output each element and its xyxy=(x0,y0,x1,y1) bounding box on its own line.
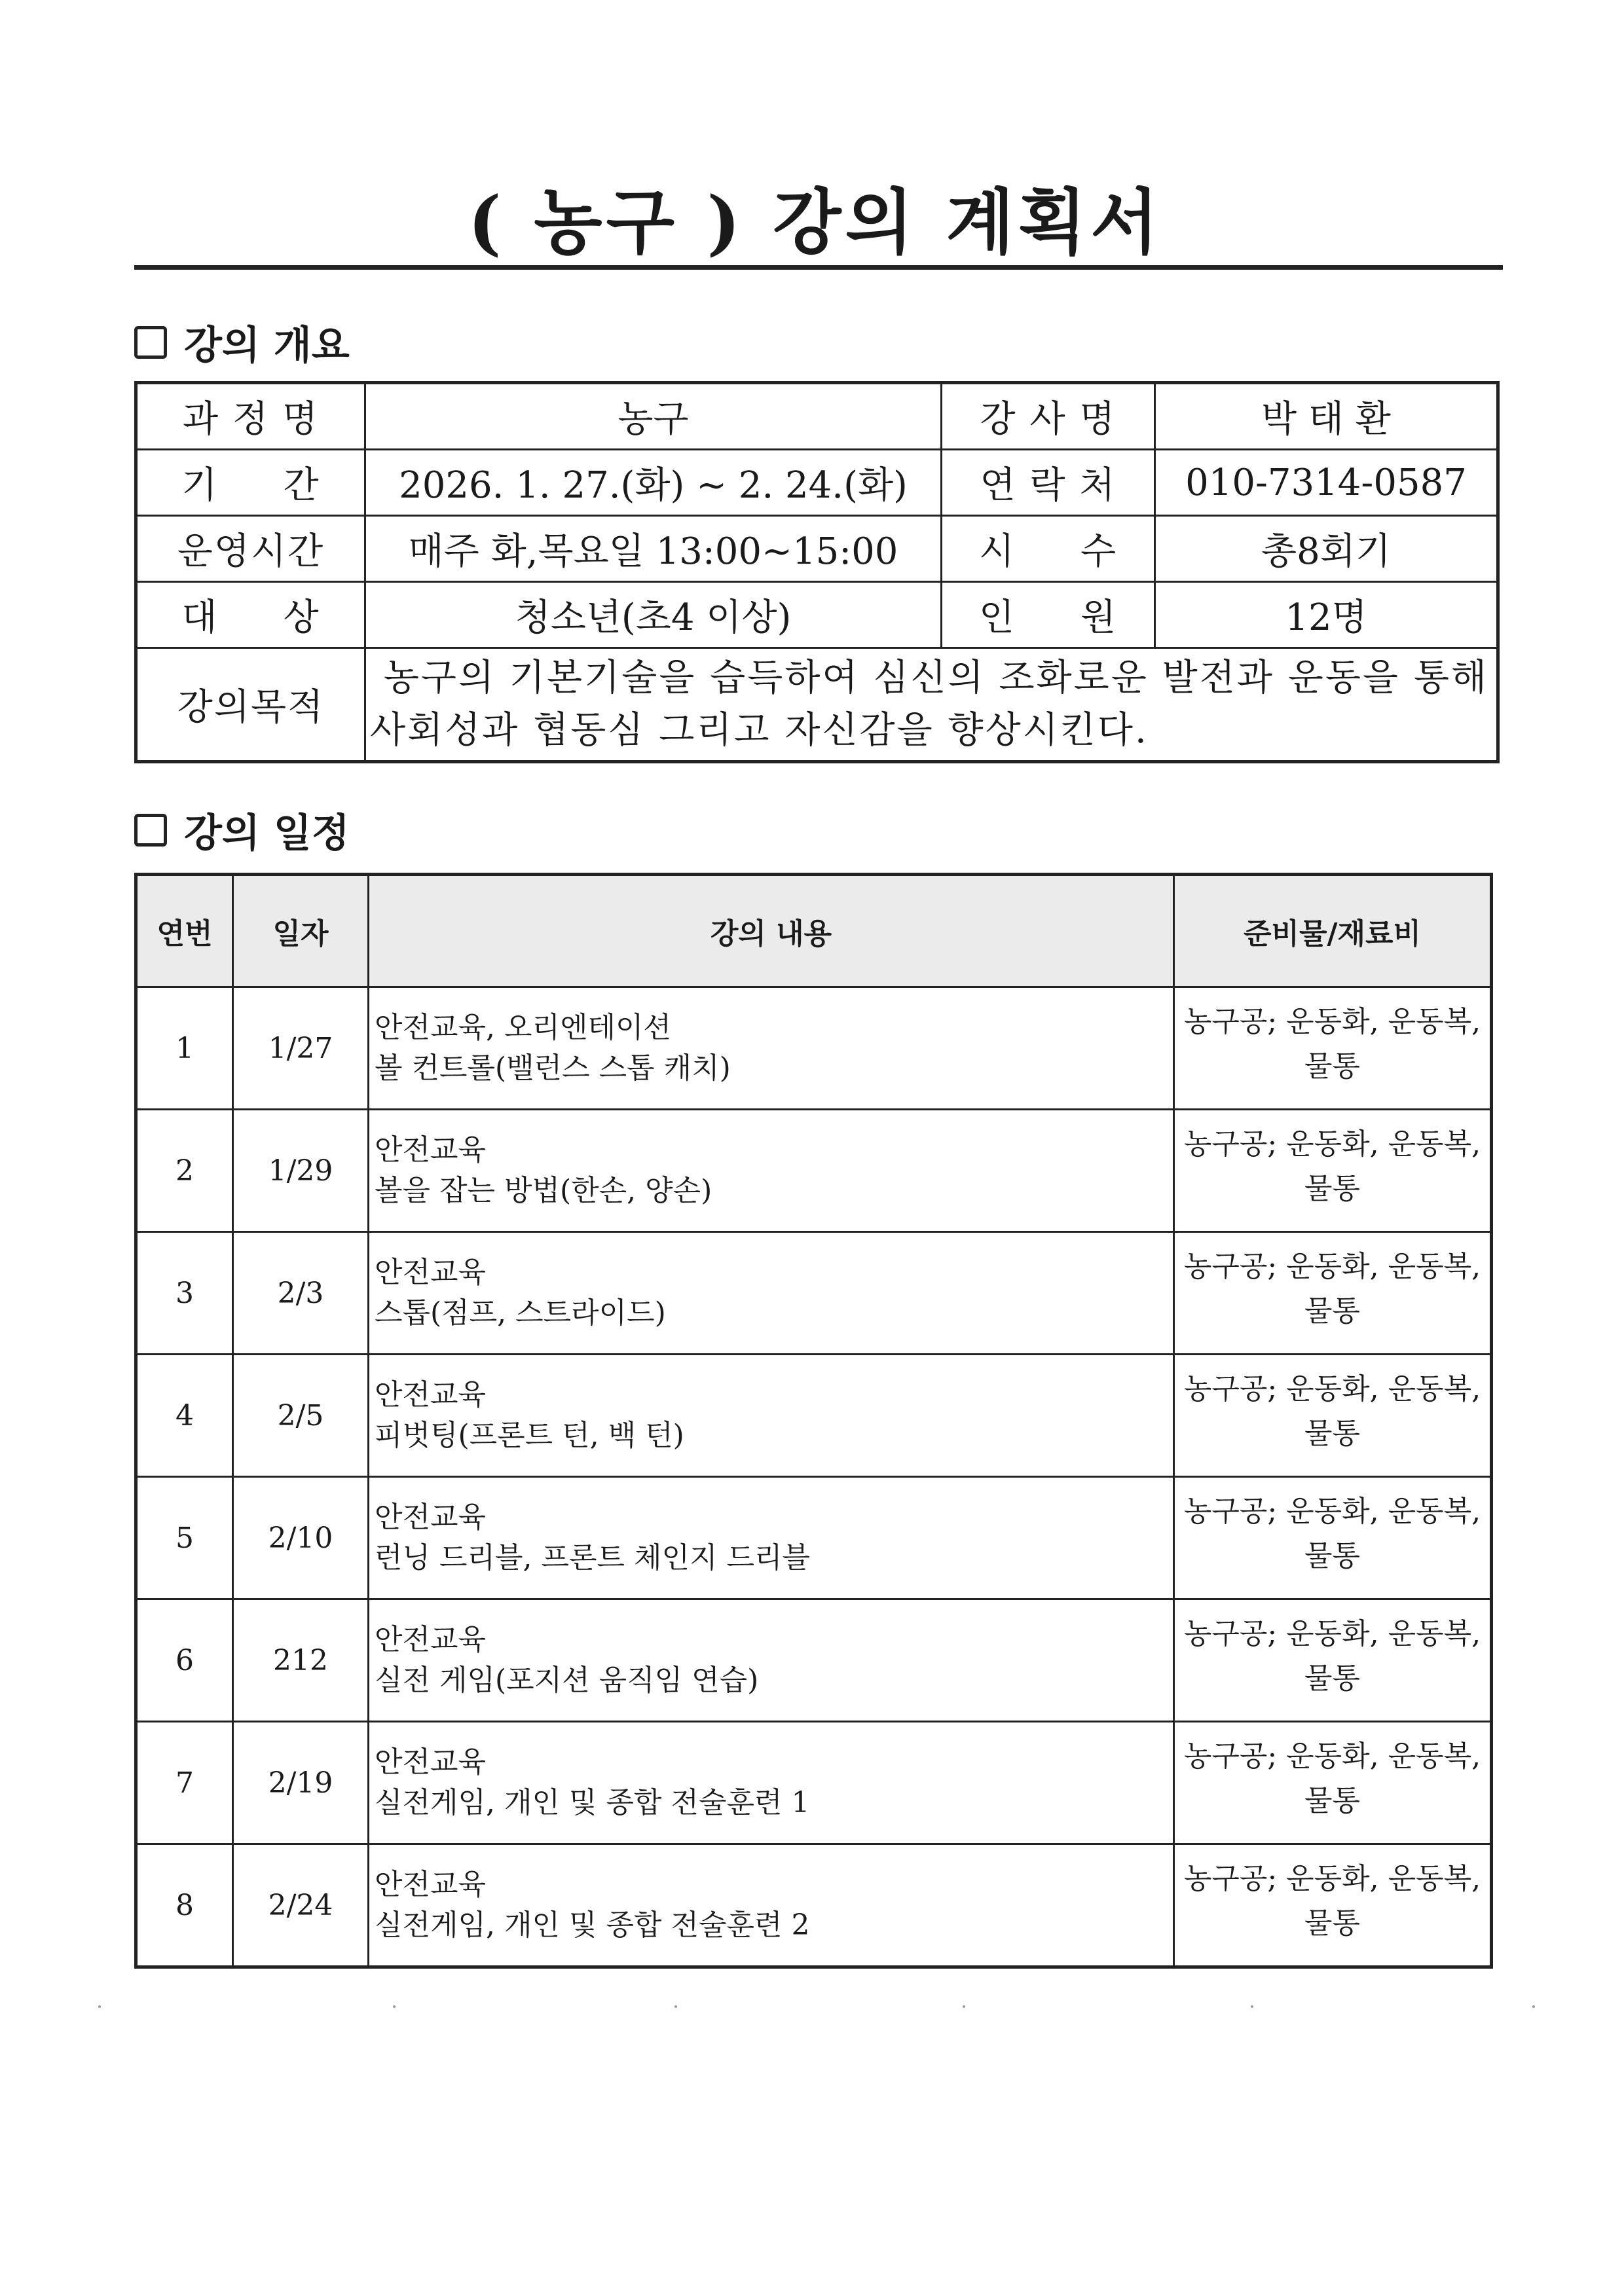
instructor-label: 강 사 명 xyxy=(942,383,1155,450)
overview-row xyxy=(136,383,1498,450)
row-materials xyxy=(1174,1599,1492,1722)
row-materials-line1: 농구공; 운동화, 운동복, xyxy=(1183,1250,1481,1283)
row-materials-line1: 농구공; 운동화, 운동복, xyxy=(1183,1740,1481,1773)
sessions-value: 총8회기 xyxy=(1155,516,1498,582)
row-content-line1: 안전교육 xyxy=(375,1133,487,1167)
page-title: ( 농구 ) 강의 계획서 xyxy=(468,181,1163,264)
row-materials xyxy=(1174,987,1492,1110)
target-value: 청소년(초4 이상) xyxy=(365,582,942,648)
title-underline xyxy=(134,265,1503,270)
row-materials-line2: 물통 xyxy=(1304,1294,1360,1328)
row-no: 2 xyxy=(136,1110,233,1232)
schedule-section-heading xyxy=(134,802,350,858)
row-materials-line1: 농구공; 운동화, 운동복, xyxy=(1183,1005,1481,1038)
row-date: 2/19 xyxy=(233,1722,369,1844)
speck xyxy=(1532,2005,1535,2008)
row-date: 1/29 xyxy=(233,1110,369,1232)
overview-table xyxy=(134,381,1500,763)
table-row xyxy=(136,1844,1492,1967)
row-content-line1: 안전교육 xyxy=(375,1745,487,1779)
row-content xyxy=(369,1232,1174,1355)
table-row xyxy=(136,1355,1492,1477)
row-materials-line2: 물통 xyxy=(1304,1172,1360,1205)
table-row xyxy=(136,1599,1492,1722)
table-row xyxy=(136,1110,1492,1232)
table-row xyxy=(136,1477,1492,1599)
header-date: 일자 xyxy=(233,875,369,987)
overview-row xyxy=(136,582,1498,648)
headcount-label: 인 원 xyxy=(942,582,1155,648)
scan-specks xyxy=(98,2005,1539,2012)
row-content xyxy=(369,1844,1174,1967)
row-materials-line1: 농구공; 운동화, 운동복, xyxy=(1183,1495,1481,1528)
row-content-line1: 안전교육 xyxy=(375,1623,487,1656)
overview-section-heading xyxy=(134,314,350,371)
hours-value: 매주 화,목요일 13:00~15:00 xyxy=(365,516,942,582)
table-row xyxy=(136,1722,1492,1844)
table-row xyxy=(136,1232,1492,1355)
row-materials xyxy=(1174,1232,1492,1355)
row-content xyxy=(369,1599,1174,1722)
row-no: 8 xyxy=(136,1844,233,1967)
row-date: 212 xyxy=(233,1599,369,1722)
row-materials xyxy=(1174,1722,1492,1844)
row-materials xyxy=(1174,1355,1492,1477)
row-materials-line2: 물통 xyxy=(1304,1906,1360,1940)
row-content-line1: 안전교육 xyxy=(375,1256,487,1289)
row-materials xyxy=(1174,1477,1492,1599)
purpose-label: 강의목적 xyxy=(136,648,365,762)
row-no: 4 xyxy=(136,1355,233,1477)
row-materials-line2: 물통 xyxy=(1304,1539,1360,1573)
row-content xyxy=(369,1355,1174,1477)
row-content xyxy=(369,987,1174,1110)
row-no: 3 xyxy=(136,1232,233,1355)
row-no: 6 xyxy=(136,1599,233,1722)
overview-row xyxy=(136,648,1498,762)
checkbox-icon xyxy=(134,326,167,359)
row-content-line1: 안전교육 xyxy=(375,1378,487,1412)
schedule-header-row xyxy=(136,875,1492,987)
header-materials: 준비물/재료비 xyxy=(1174,875,1492,987)
row-no: 1 xyxy=(136,987,233,1110)
schedule-heading-text: 강의 일정 xyxy=(184,811,350,856)
row-content-line2: 볼을 잡는 방법(한손, 양손) xyxy=(375,1174,712,1207)
contact-value: 010-7314-0587 xyxy=(1155,450,1498,516)
table-row xyxy=(136,987,1492,1110)
row-materials-line1: 농구공; 운동화, 운동복, xyxy=(1183,1617,1481,1650)
row-no: 5 xyxy=(136,1477,233,1599)
speck xyxy=(393,2005,396,2008)
row-materials-line1: 농구공; 운동화, 운동복, xyxy=(1183,1127,1481,1161)
row-date: 2/10 xyxy=(233,1477,369,1599)
row-materials xyxy=(1174,1844,1492,1967)
header-no: 연번 xyxy=(136,875,233,987)
row-content-line1: 안전교육 xyxy=(375,1868,487,1901)
hours-label: 운영시간 xyxy=(136,516,365,582)
target-label: 대 상 xyxy=(136,582,365,648)
row-date: 2/3 xyxy=(233,1232,369,1355)
row-materials-line1: 농구공; 운동화, 운동복, xyxy=(1183,1862,1481,1895)
row-content-line2: 런닝 드리블, 프론트 체인지 드리블 xyxy=(375,1541,810,1575)
headcount-value: 12명 xyxy=(1155,582,1498,648)
row-materials-line1: 농구공; 운동화, 운동복, xyxy=(1183,1372,1481,1406)
row-content-line2: 실전게임, 개인 및 종합 전술훈련 2 xyxy=(375,1908,810,1942)
row-content-line2: 실전게임, 개인 및 종합 전술훈련 1 xyxy=(375,1786,810,1819)
row-content xyxy=(369,1110,1174,1232)
sessions-label: 시 수 xyxy=(942,516,1155,582)
checkbox-icon xyxy=(134,814,167,847)
contact-label: 연 락 처 xyxy=(942,450,1155,516)
schedule-table xyxy=(134,873,1493,1969)
speck xyxy=(98,2005,101,2008)
instructor-value: 박 태 환 xyxy=(1155,383,1498,450)
overview-row xyxy=(136,450,1498,516)
period-value: 2026. 1. 27.(화) ~ 2. 24.(화) xyxy=(365,450,942,516)
overview-row xyxy=(136,516,1498,582)
course-label: 과 정 명 xyxy=(136,383,365,450)
row-content-line2: 피벗팅(프론트 턴, 백 턴) xyxy=(375,1419,684,1452)
speck xyxy=(963,2005,965,2008)
row-materials-line2: 물통 xyxy=(1304,1662,1360,1695)
period-label: 기 간 xyxy=(136,450,365,516)
row-content xyxy=(369,1722,1174,1844)
row-content-line1: 안전교육 xyxy=(375,1501,487,1534)
row-content-line2: 볼 컨트롤(밸런스 스톱 캐치) xyxy=(375,1051,731,1085)
purpose-value: 농구의 기본기술을 습득하여 심신의 조화로운 발전과 운동을 통해 사회성과 협동심 그리고 자신감을 향상시킨다. xyxy=(365,648,1498,762)
row-date: 1/27 xyxy=(233,987,369,1110)
row-materials xyxy=(1174,1110,1492,1232)
row-content-line2: 스톱(점프, 스트라이드) xyxy=(375,1296,666,1330)
speck xyxy=(1251,2005,1253,2008)
row-content xyxy=(369,1477,1174,1599)
row-date: 2/24 xyxy=(233,1844,369,1967)
row-no: 7 xyxy=(136,1722,233,1844)
row-materials-line2: 물통 xyxy=(1304,1784,1360,1817)
header-content: 강의 내용 xyxy=(369,875,1174,987)
speck xyxy=(674,2005,677,2008)
row-content-line2: 실전 게임(포지션 움직임 연습) xyxy=(375,1664,759,1697)
schedule-body xyxy=(136,987,1492,1967)
row-materials-line2: 물통 xyxy=(1304,1417,1360,1450)
overview-heading-text: 강의 개요 xyxy=(184,323,350,369)
row-date: 2/5 xyxy=(233,1355,369,1477)
row-content-line1: 안전교육, 오리엔테이션 xyxy=(375,1011,672,1044)
row-materials-line2: 물통 xyxy=(1304,1049,1360,1083)
course-value: 농구 xyxy=(365,383,942,450)
